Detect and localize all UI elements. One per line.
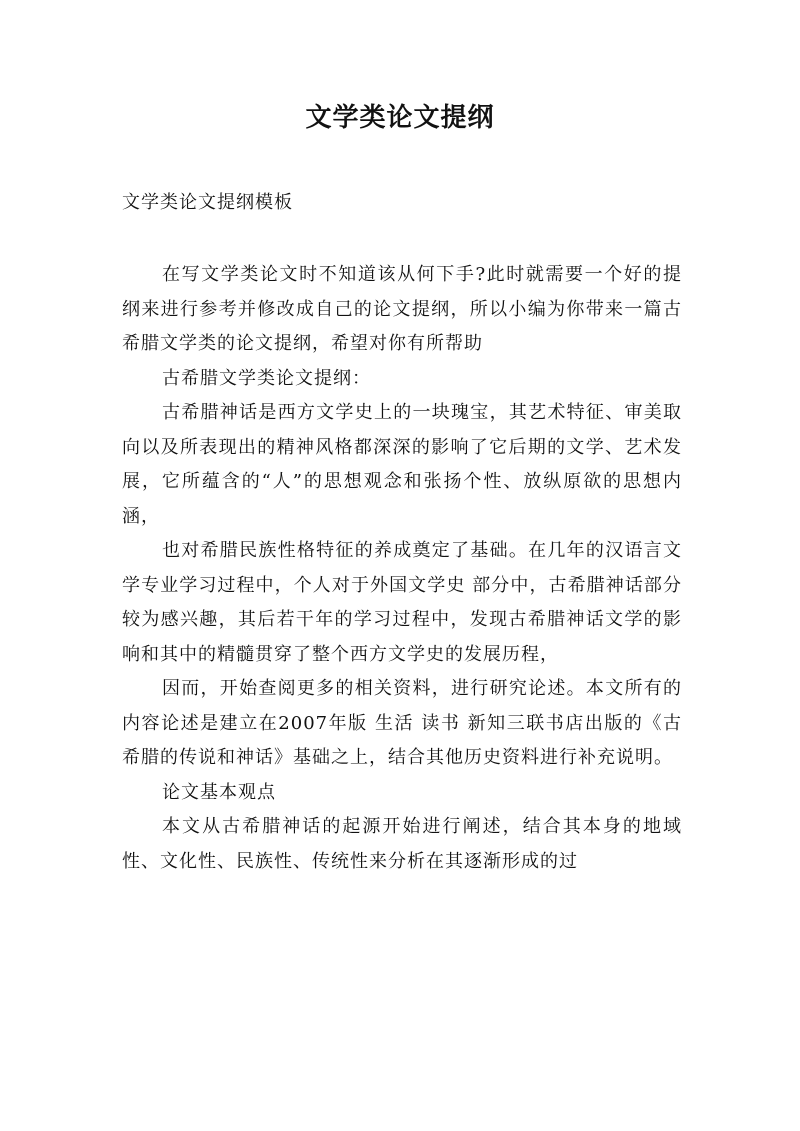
- paragraph-basic-viewpoint: 论文基本观点: [162, 781, 276, 803]
- paragraph-outline-heading: 古希腊文学类论文提纲：: [162, 367, 371, 389]
- paragraph-mythology: 古希腊神话是西方文学史上的一块瑰宝，其艺术特征、审美取向以及所表现出的精神风格都深深的影响了它后期的文学、艺术发展，它所蕴含的“人”的思想观念和张扬个性、放纵原欲的思想内涵，: [122, 402, 682, 527]
- document-body: [122, 258, 682, 879]
- document-title: 文学类论文提纲: [305, 103, 495, 133]
- paragraph-research: 因而，开始查阅更多的相关资料，进行研究论述。本文所有的内容论述是建立在2007年版 生活 读书 新知三联书店出版的《古希腊的传说和神话》基础之上，结合其他历史资料进行补充说明。: [122, 678, 682, 768]
- document-subtitle: 文学类论文提纲模板: [122, 192, 293, 213]
- paragraph-national-character: 也对希腊民族性格特征的养成奠定了基础。在几年的汉语言文学专业学习过程中，个人对于外国文学史 部分中，古希腊神话部分较为感兴趣，其后若干年的学习过程中，发现古希腊神话文学的影响和其中的精髓贯穿了整个西方文学史的发展历程，: [122, 540, 682, 665]
- paragraph-intro: 在写文学类论文时不知道该从何下手?此时就需要一个好的提纲来进行参考并修改成自己的论文提纲，所以小编为你带来一篇古希腊文学类的论文提纲，希望对你有所帮助: [122, 264, 682, 354]
- paragraph-origin: 本文从古希腊神话的起源开始进行阐述，结合其本身的地域性、文化性、民族性、传统性来分析在其逐渐形成的过: [122, 816, 682, 872]
